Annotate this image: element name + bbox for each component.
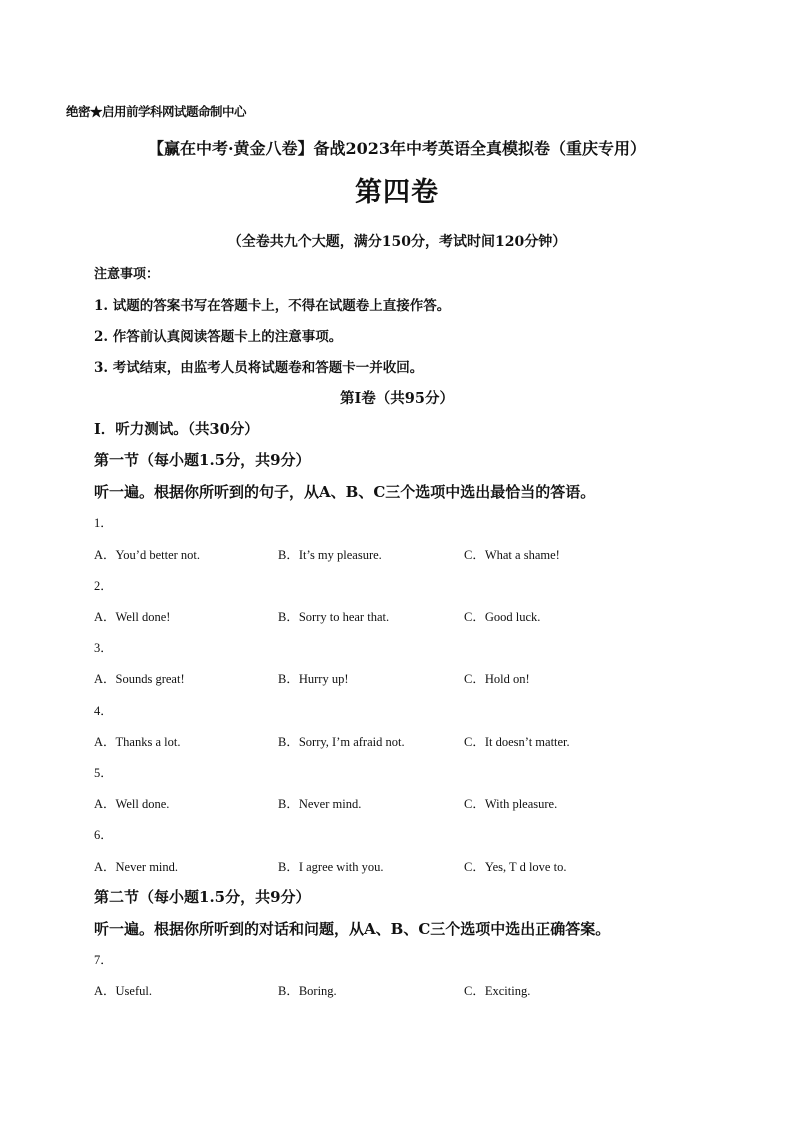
option-a: A．Never mind. [94,860,179,874]
option-c: C．Exciting. [464,984,531,998]
option-c: C．Yes, T d love to. [464,860,567,874]
question-number: 7． [94,953,113,967]
option-c: C．Good luck. [464,610,541,624]
option-b: B．Boring. [278,984,337,998]
option-b: B．I agree with you. [278,860,384,874]
option-c: C．What a shame! [464,548,560,562]
option-a: A．Useful. [94,984,152,998]
question-number: 5． [94,766,113,780]
question-number: 2． [94,579,113,593]
note-item: 1. 试题的答案书写在答题卡上，不得在试题卷上直接作答。 [94,298,451,314]
option-b: B．Sorry, I’m afraid not. [278,735,405,749]
option-b: B．Hurry up! [278,672,349,686]
question-number: 6． [94,828,113,842]
exam-info: （全卷共九个大题，满分150分，考试时间120分钟） [227,234,567,250]
option-c: C．With pleasure. [464,797,558,811]
note-item: 3. 考试结束，由监考人员将试题卷和答题卡一并收回。 [94,360,424,376]
paper-title: 第四卷 [355,177,439,208]
section1-title: 第一节（每小题1.5分，共9分） [94,451,311,469]
option-a: A．Well done. [94,797,170,811]
volume-title: 第I卷（共95分） [340,390,454,407]
part-title: I．听力测试。（共30分） [94,421,259,438]
option-b: B．Never mind. [278,797,362,811]
option-a: A．Thanks a lot. [94,735,181,749]
option-a: A．You’d better not. [94,548,201,562]
confidential-label: 绝密★启用前学科网试题命制中心 [66,104,247,119]
option-b: B．It’s my pleasure. [278,548,382,562]
option-c: C．Hold on! [464,672,530,686]
option-a: A．Well done! [94,610,171,624]
section2-instruction: 听一遍。根据你所听到的对话和问题，从A、B、C三个选项中选出正确答案。 [94,920,611,938]
option-b: B．Sorry to hear that. [278,610,390,624]
section2-title: 第二节（每小题1.5分，共9分） [94,888,311,906]
question-number: 4． [94,704,113,718]
notes-heading: 注意事项： [94,267,160,282]
option-c: C．It doesn’t matter. [464,735,570,749]
section1-instruction: 听一遍。根据你所听到的句子，从A、B、C三个选项中选出最恰当的答语。 [94,483,596,501]
option-a: A．Sounds great! [94,672,185,686]
series-title: 【赢在中考·黄金八卷】备战2023年中考英语全真模拟卷（重庆专用） [147,139,647,158]
note-item: 2. 作答前认真阅读答题卡上的注意事项。 [94,329,343,345]
question-number: 1． [94,516,113,530]
question-number: 3． [94,641,113,655]
